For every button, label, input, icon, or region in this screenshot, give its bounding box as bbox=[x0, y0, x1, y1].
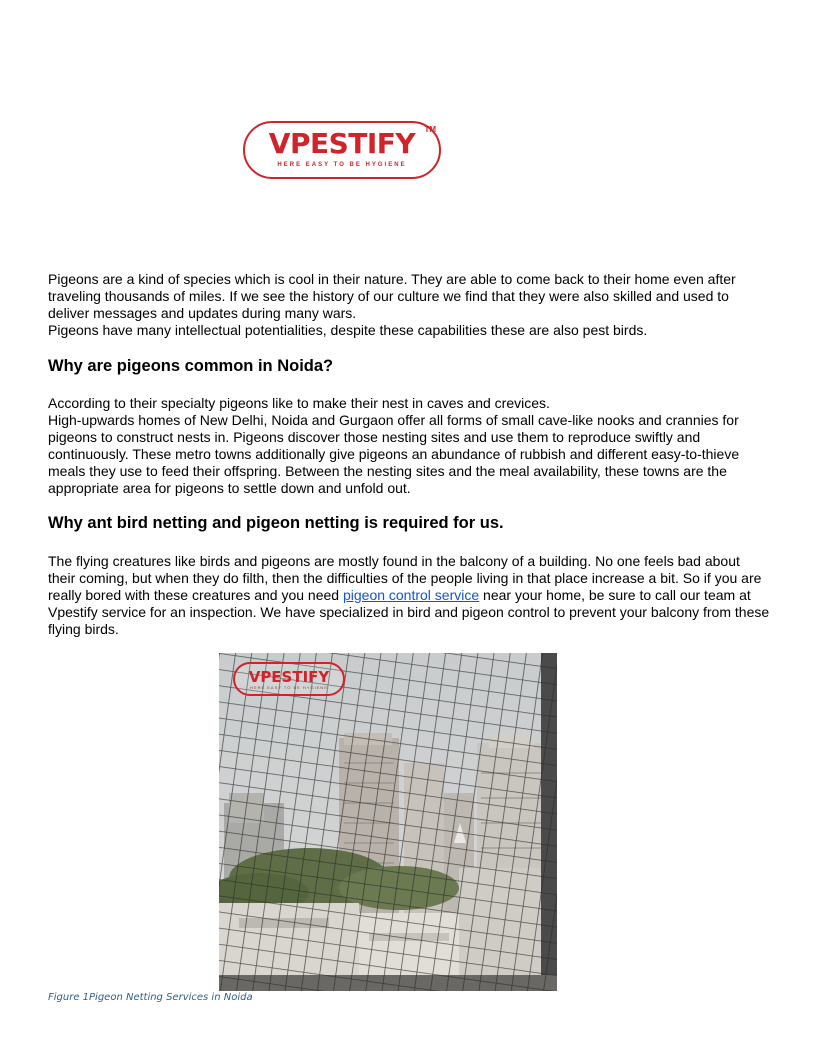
photo-watermark-logo bbox=[233, 662, 345, 696]
logo-tagline: HERE EASY TO BE HYGIENE bbox=[277, 162, 407, 168]
pigeon-netting-photo bbox=[219, 653, 557, 991]
section-heading-noida: Why are pigeons common in Noida? bbox=[48, 357, 334, 375]
logo-trademark: TM bbox=[424, 125, 436, 134]
intro-paragraph-2: Pigeons have many intellectual potentialities, despite these capabilities these are also pest birds. bbox=[48, 322, 648, 338]
section1-text bbox=[48, 395, 770, 497]
vpestify-logo bbox=[243, 121, 441, 179]
figure-caption: Figure 1Pigeon Netting Services in Noida bbox=[48, 992, 253, 1003]
pigeon-control-service-link[interactable]: pigeon control service bbox=[342, 587, 480, 603]
intro-text bbox=[48, 271, 770, 339]
logo-wordmark: VPESTIFY bbox=[268, 127, 416, 160]
section1-paragraph-1: According to their specialty pigeons like to make their nest in caves and crevices. bbox=[48, 395, 550, 411]
section2-text bbox=[48, 553, 770, 638]
section2-paragraph: The flying creatures like birds and pigeons are mostly found in the balcony of a building. No one feels bad about their coming, but when they do filth, then the difficulties of the people living in that place increase a bit. So if you are really bored with these creatures and you need pigeon control service near your home, be sure to call our team at Vpestify service for an inspection. We have specialized in bird and pigeon control to prevent your balcony from these flying birds. bbox=[48, 553, 770, 637]
section-heading-netting: Why ant bird netting and pigeon netting is required for us. bbox=[48, 514, 504, 532]
netting-photo-illustration bbox=[219, 653, 557, 991]
photo-watermark-tagline: HERE EASY TO BE HYGIENE bbox=[250, 685, 328, 690]
photo-watermark-wordmark: VPESTIFY bbox=[248, 668, 330, 686]
intro-paragraph-1: Pigeons are a kind of species which is cool in their nature. They are able to come back to their home even after traveling thousands of miles. If we see the history of our culture we find that they were also skilled and used to deliver messages and updates during many wars. bbox=[48, 271, 736, 321]
section1-paragraph-2: High-upwards homes of New Delhi, Noida and Gurgaon offer all forms of small cave-like nooks and crannies for pigeons to construct nests in. Pigeons discover those nesting sites and use them to reproduce swiftly and continuously. These metro towns additionally give pigeons an abundance of rubbish and different easy-to-thieve meals they use to feed their offspring. Between the nesting sites and the meal availability, these towns are the appropriate area for pigeons to settle down and unfold out. bbox=[48, 412, 740, 496]
